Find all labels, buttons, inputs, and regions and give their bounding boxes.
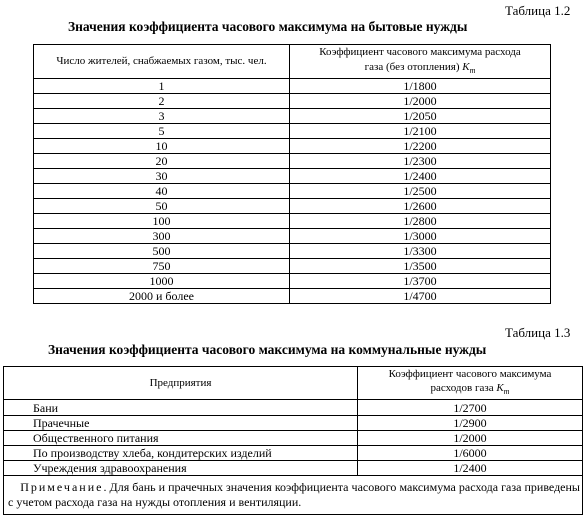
residents-cell: 5 <box>34 124 290 139</box>
table-row <box>34 184 551 199</box>
table2-col1-header: Предприятия <box>4 367 358 400</box>
coef-cell: 1/2000 <box>358 431 583 446</box>
table1-body <box>34 79 551 304</box>
enterprise-cell: По производству хлеба, кондитерских изделий <box>4 446 358 461</box>
coef-cell: 1/2300 <box>290 154 551 169</box>
coef-cell: 1/2500 <box>290 184 551 199</box>
note-text: . Для бань и прачечных значения коэффициента часового максимума расхода газа приведены с учетом расхода газа на нужды отопления и вентиляции. <box>8 480 580 510</box>
table2-col2-header <box>358 367 583 400</box>
enterprise-cell: Бани <box>4 400 358 416</box>
table1-col2-header-line1: Коэффициент часового максимума расхода <box>319 46 521 58</box>
coef-cell: 1/2700 <box>358 400 583 416</box>
table2-col2-header-line1: Коэффициент часового максимума <box>388 368 552 380</box>
coef-cell: 1/2000 <box>290 94 551 109</box>
coef-cell: 1/2400 <box>290 169 551 184</box>
coef-cell: 1/2200 <box>290 139 551 154</box>
table1-number: Таблица 1.2 <box>505 3 571 18</box>
table-row <box>34 289 551 304</box>
residents-cell: 10 <box>34 139 290 154</box>
residents-cell: 2000 и более <box>34 289 290 304</box>
coef-cell: 1/2800 <box>290 214 551 229</box>
table-row <box>4 400 583 416</box>
enterprise-cell: Общественного питания <box>4 431 358 446</box>
residents-cell: 40 <box>34 184 290 199</box>
coef-cell: 1/2050 <box>290 109 551 124</box>
residents-cell: 2 <box>34 94 290 109</box>
table-row <box>34 199 551 214</box>
residents-cell: 20 <box>34 154 290 169</box>
coef-cell: 1/2900 <box>358 416 583 431</box>
coef-cell: 1/3700 <box>290 274 551 289</box>
residents-cell: 100 <box>34 214 290 229</box>
table1-col1-header: Число жителей, снабжаемых газом, тыс. чел. <box>34 45 290 79</box>
coef-cell: 1/4700 <box>290 289 551 304</box>
table-row <box>4 446 583 461</box>
table1-header-row <box>34 45 551 79</box>
residents-cell: 3 <box>34 109 290 124</box>
coef-cell: 1/3300 <box>290 244 551 259</box>
coef-cell: 1/6000 <box>358 446 583 461</box>
table2-note <box>4 476 583 515</box>
residents-cell: 500 <box>34 244 290 259</box>
residents-cell: 1000 <box>34 274 290 289</box>
coef-cell: 1/3000 <box>290 229 551 244</box>
table1-col2-header-line2: газа (без отопления) <box>364 61 460 73</box>
residents-cell: 50 <box>34 199 290 214</box>
table-row <box>34 124 551 139</box>
table-row <box>34 244 551 259</box>
coef-cell: 1/2100 <box>290 124 551 139</box>
table2-col2-header-line2: расходов газа <box>430 382 494 394</box>
table-row <box>34 229 551 244</box>
table1-col2-header <box>290 45 551 79</box>
km-symbol: $K_m$ <box>496 382 510 397</box>
coef-cell: 1/2400 <box>358 461 583 476</box>
table-row <box>34 79 551 94</box>
residents-cell: 750 <box>34 259 290 274</box>
table2-note-row <box>4 476 583 515</box>
enterprise-cell: Прачечные <box>4 416 358 431</box>
coef-cell: 1/1800 <box>290 79 551 94</box>
table2-title: Значения коэффициента часового максимума на коммунальные нужды <box>48 342 487 357</box>
table-row <box>34 94 551 109</box>
table-row <box>34 169 551 184</box>
table-row <box>34 154 551 169</box>
table-row <box>34 214 551 229</box>
table1-title: Значения коэффициента часового максимума на бытовые нужды <box>68 19 468 34</box>
residents-cell: 30 <box>34 169 290 184</box>
note-label: Примечание <box>20 480 104 495</box>
table-row <box>4 431 583 446</box>
coef-cell: 1/3500 <box>290 259 551 274</box>
coef-cell: 1/2600 <box>290 199 551 214</box>
km-symbol: $K_m$ <box>462 61 476 76</box>
table-row <box>34 274 551 289</box>
table2-body <box>4 400 583 476</box>
table2 <box>3 366 583 515</box>
table2-header-row <box>4 367 583 400</box>
residents-cell: 1 <box>34 79 290 94</box>
table1 <box>33 44 551 304</box>
table-row <box>34 109 551 124</box>
table-row <box>34 259 551 274</box>
table-row <box>4 461 583 476</box>
table-row <box>4 416 583 431</box>
table2-number: Таблица 1.3 <box>505 325 571 340</box>
table-row <box>34 139 551 154</box>
enterprise-cell: Учреждения здравоохранения <box>4 461 358 476</box>
residents-cell: 300 <box>34 229 290 244</box>
